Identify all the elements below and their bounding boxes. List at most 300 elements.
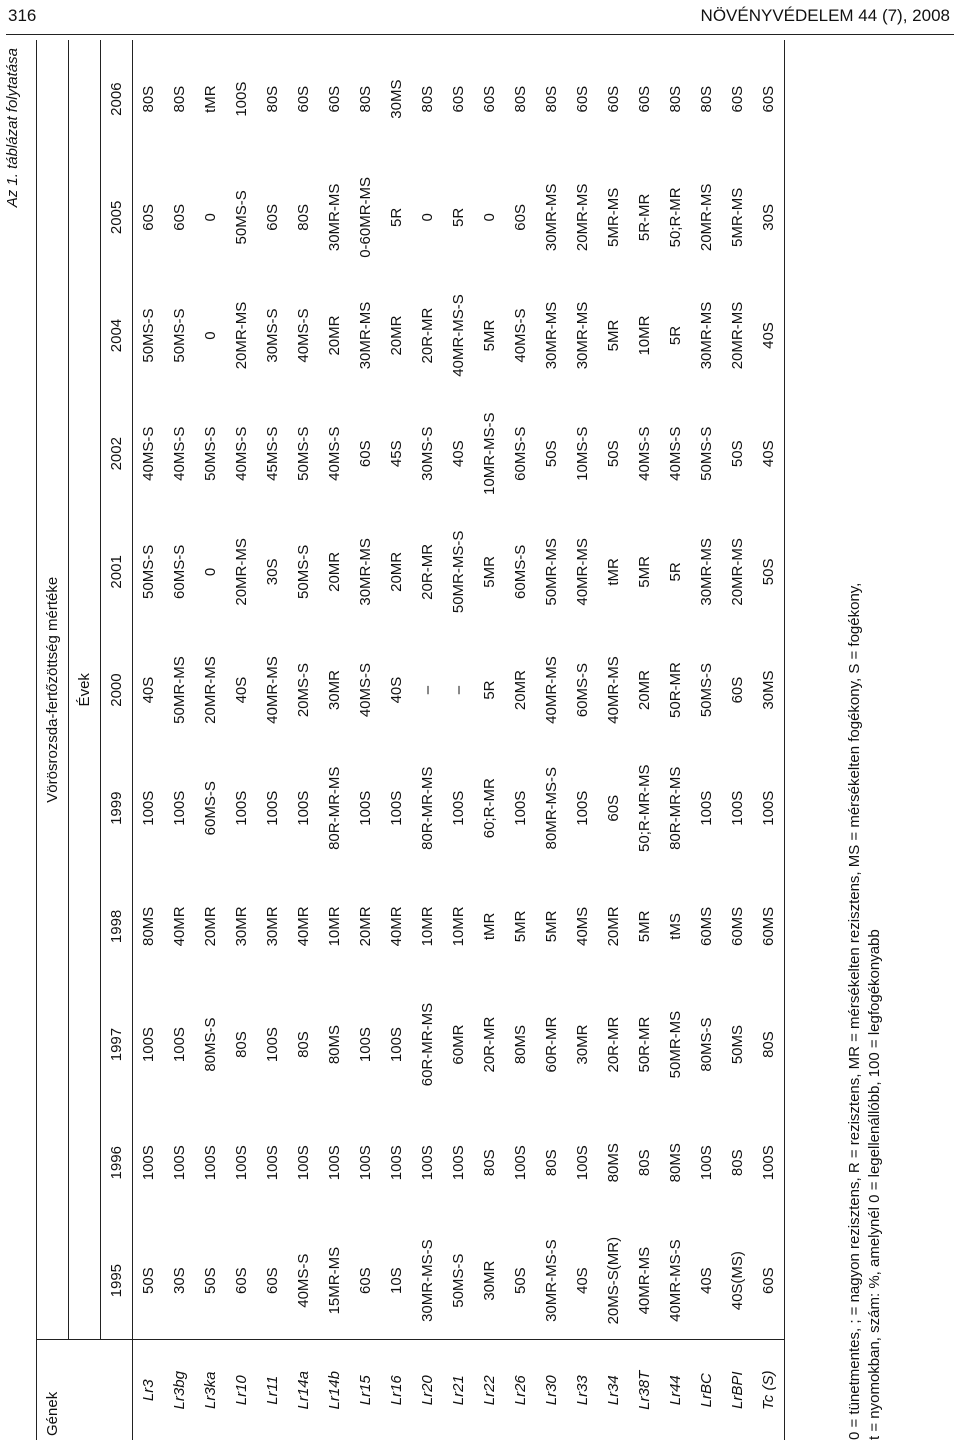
- infection-value-cell: tMR: [202, 85, 219, 113]
- infection-value-cell: 60S: [753, 40, 785, 158]
- table-caption: Az 1. táblázat folytatása: [4, 48, 21, 208]
- footnote-line: t = nyomokban, szám: %, amelynél 0 = legellenállóbb, 100 = legfogékonyabb: [866, 929, 883, 1440]
- infection-value-cell: 20MR: [388, 551, 405, 592]
- infection-value-cell: 100S: [140, 1145, 157, 1181]
- infection-value-cell: 80S: [698, 85, 715, 113]
- infection-value-cell: 60R-MR: [543, 1016, 560, 1073]
- infection-value-cell: 100S: [753, 749, 785, 867]
- table-row: [660, 40, 691, 1440]
- infection-value-cell: 40S: [753, 276, 785, 394]
- infection-value-cell: 50S: [133, 1222, 165, 1340]
- infection-value-cell: 60;R-MR: [481, 778, 498, 839]
- infection-value-cell: 5R-MR: [636, 193, 653, 242]
- infection-value-cell: 60S: [729, 85, 746, 113]
- table-row: [567, 40, 598, 1440]
- infection-value-cell: 30MR: [474, 1222, 505, 1340]
- infection-value-cell: 0: [419, 213, 436, 222]
- infection-value-cell: 40MS-S: [140, 426, 157, 481]
- infection-value-cell: 100S: [295, 1145, 312, 1181]
- infection-value-cell: 80S: [357, 85, 374, 113]
- gene-column-header: Gének: [37, 1340, 69, 1440]
- infection-value-cell: 20R-MR: [419, 543, 436, 600]
- gene-name-cell: Lr38T: [636, 1370, 653, 1410]
- infection-value-cell: tMR: [605, 558, 622, 586]
- infection-value-cell: 50MR-MS: [171, 656, 188, 724]
- year-header-cell: 1995: [101, 1222, 133, 1340]
- table-row: [195, 40, 226, 1440]
- infection-value-cell: 5R: [667, 562, 684, 582]
- infection-value-cell: 0-60MR-MS: [357, 176, 374, 258]
- table-row: [753, 40, 785, 1440]
- infection-value-cell: 80S: [233, 1031, 250, 1058]
- infection-value-cell: 60S: [350, 1222, 381, 1340]
- infection-value-cell: 10S: [381, 1222, 412, 1340]
- table-row: [133, 40, 165, 1440]
- infection-value-cell: 5R: [667, 325, 684, 346]
- infection-value-cell: 45S: [388, 440, 405, 468]
- infection-value-cell: 40S: [567, 1222, 598, 1340]
- infection-value-cell: 30MR: [264, 906, 281, 947]
- infection-value-cell: 80S: [636, 1149, 653, 1177]
- infection-value-cell: 45MS-S: [264, 426, 281, 481]
- infection-value-cell: tMS: [667, 913, 684, 940]
- infection-value-cell: 20MR-MS: [574, 183, 591, 252]
- infection-value-cell: 80S: [419, 85, 436, 113]
- infection-value-cell: 10MR: [450, 906, 467, 947]
- infection-value-cell: 100S: [140, 1027, 157, 1063]
- infection-value-cell: 20MR: [636, 670, 653, 711]
- infection-value-cell: 50MS-S: [140, 308, 157, 363]
- infection-value-cell: 50MR-MS: [543, 538, 560, 606]
- infection-value-cell: 50MS-S: [233, 190, 250, 245]
- gene-name-cell: Lr11: [264, 1375, 281, 1405]
- infection-value-cell: 80R-MR-MS: [667, 766, 684, 850]
- infection-value-cell: 20MR: [326, 315, 343, 356]
- infection-value-cell: 100S: [419, 1145, 436, 1181]
- infection-value-cell: 100S: [753, 1104, 785, 1222]
- infection-value-cell: 100S: [388, 1027, 405, 1063]
- infection-value-cell: 5MR: [543, 910, 560, 943]
- page-number: 316: [8, 6, 37, 25]
- infection-value-cell: 20MR-MS: [233, 301, 250, 370]
- infection-value-cell: 50S: [195, 1222, 226, 1340]
- infection-value-cell: 20MS-S(MR): [598, 1222, 629, 1340]
- infection-value-cell: –: [419, 685, 436, 695]
- year-header-cell: 1998: [101, 867, 133, 985]
- table-row: [288, 40, 319, 1440]
- infection-value-cell: 60MR: [450, 1024, 467, 1065]
- infection-value-cell: 100S: [512, 1145, 529, 1181]
- infection-value-cell: 80R-MR-MS: [326, 766, 343, 850]
- infection-value-cell: 50MR-MS: [667, 1010, 684, 1079]
- infection-value-cell: 100S: [698, 1145, 715, 1181]
- infection-value-cell: 30MS: [388, 79, 405, 119]
- infection-value-cell: 20MR-MS: [729, 301, 746, 370]
- table-row: [257, 40, 288, 1440]
- infection-value-cell: 40S: [753, 395, 785, 513]
- table-row: [474, 40, 505, 1440]
- infection-value-cell: 40MR-MS: [264, 656, 281, 724]
- infection-value-cell: 20MR: [326, 551, 343, 592]
- gene-name-cell: Lr26: [512, 1375, 529, 1406]
- infection-value-cell: 40S: [388, 676, 405, 704]
- gene-name-cell: Lr30: [543, 1375, 560, 1406]
- infection-value-cell: 40S: [233, 676, 250, 704]
- gene-name-cell: Lr14a: [295, 1371, 312, 1410]
- infection-value-cell: 100S: [450, 1145, 467, 1181]
- infection-value-cell: 5MR: [481, 556, 498, 588]
- infection-value-cell: 5MR: [512, 910, 529, 943]
- infection-value-cell: 20MR-MS: [698, 183, 715, 252]
- year-header-cell: 2005: [101, 158, 133, 276]
- infection-value-cell: 0: [202, 331, 219, 340]
- journal-reference: NÖVÉNYVÉDELEM 44 (7), 2008: [700, 6, 950, 25]
- infection-value-cell: 20MR-MS: [202, 656, 219, 724]
- infection-value-cell: 30S: [164, 1222, 195, 1340]
- infection-value-cell: 40MR-MS: [629, 1222, 660, 1340]
- infection-value-cell: 100S: [171, 1027, 188, 1063]
- infection-value-cell: 40MR-MS: [605, 656, 622, 724]
- gene-name-cell: Lr22: [481, 1375, 498, 1406]
- infection-value-cell: 100S: [512, 790, 529, 826]
- infection-value-cell: 80S: [753, 985, 785, 1103]
- infection-value-cell: 40S: [450, 440, 467, 468]
- gene-name-cell: Tc (S): [753, 1340, 785, 1440]
- gene-name-cell: Lr15: [357, 1375, 374, 1406]
- gene-name-cell: Lr16: [388, 1375, 405, 1406]
- year-header-cell: 1996: [101, 1104, 133, 1222]
- infection-value-cell: 20R-MR: [605, 1016, 622, 1073]
- infection-value-cell: 100S: [140, 790, 157, 826]
- infection-value-cell: 100S: [357, 790, 374, 826]
- infection-value-cell: 10MR: [419, 906, 436, 947]
- infection-value-cell: 80S: [171, 85, 188, 113]
- infection-value-cell: 30MR-MS-S: [412, 1222, 443, 1340]
- rotated-table-page: [0, 40, 960, 1440]
- infection-value-cell: 60S: [753, 1222, 785, 1340]
- infection-value-cell: 80S: [729, 1149, 746, 1177]
- table-container: [36, 40, 785, 1440]
- infection-value-cell: 60S: [636, 85, 653, 113]
- infection-value-cell: 60S: [512, 204, 529, 231]
- infection-value-cell: 100S: [233, 81, 250, 117]
- infection-value-cell: 60S: [326, 85, 343, 113]
- gene-header-spacer: [101, 1340, 133, 1440]
- infection-value-cell: 15MR-MS: [319, 1222, 350, 1340]
- infection-value-cell: 100S: [388, 790, 405, 826]
- infection-value-cell: 60S: [357, 440, 374, 468]
- infection-value-cell: 50S: [505, 1222, 536, 1340]
- infection-value-cell: 30MR: [233, 906, 250, 947]
- infection-value-cell: 40MS-S: [326, 426, 343, 481]
- infection-value-cell: 60MS: [698, 906, 715, 946]
- infection-value-cell: 40MS-S: [295, 308, 312, 363]
- infection-value-cell: 80MS: [512, 1024, 529, 1065]
- infection-value-cell: 5MR-MS: [605, 187, 622, 247]
- infection-value-cell: 80R-MR-MS: [419, 766, 436, 850]
- infection-value-cell: 30MS-S: [264, 308, 281, 363]
- infection-value-cell: 5MR: [605, 319, 622, 352]
- year-header-cell: 2004: [101, 276, 133, 394]
- infection-value-cell: 30MS-S: [419, 426, 436, 481]
- table-row: [226, 40, 257, 1440]
- gene-name-cell: LrBC: [698, 1373, 715, 1408]
- infection-value-cell: 30MS: [753, 631, 785, 749]
- infection-value-cell: 40MS-S: [512, 308, 529, 363]
- gene-name-cell: Lr21: [450, 1375, 467, 1406]
- infection-value-cell: 60MS-S: [512, 426, 529, 481]
- infection-value-cell: 30MR-MS: [543, 301, 560, 370]
- table-row: [691, 40, 722, 1440]
- infection-value-cell: 5R: [450, 207, 467, 227]
- infection-value-cell: 100S: [264, 1027, 281, 1063]
- infection-value-cell: 100S: [233, 1145, 250, 1181]
- infection-value-cell: 60S: [226, 1222, 257, 1340]
- table-row: [505, 40, 536, 1440]
- infection-value-cell: 60S: [140, 204, 157, 231]
- infection-value-cell: 30MR-MS: [357, 538, 374, 606]
- infection-value-cell: 30MR-MS: [543, 183, 560, 252]
- infection-value-cell: 40MS-S: [636, 426, 653, 481]
- infection-value-cell: 40MR: [295, 906, 312, 947]
- gene-name-cell: LrBPI: [729, 1371, 746, 1410]
- infection-value-cell: 5MR: [481, 319, 498, 352]
- infection-value-cell: 20MR: [512, 670, 529, 711]
- infection-value-cell: 80S: [264, 85, 281, 113]
- infection-value-cell: 0: [202, 213, 219, 222]
- infection-value-cell: 50MS-S: [295, 544, 312, 599]
- gene-name-cell: Lr3: [140, 1379, 157, 1402]
- infection-value-cell: 80S: [140, 85, 157, 113]
- infection-value-cell: 100S: [171, 1145, 188, 1181]
- infection-value-cell: 40MS: [574, 906, 591, 946]
- infection-value-cell: 20MR: [388, 315, 405, 356]
- infection-value-cell: 60S: [574, 85, 591, 113]
- infection-value-cell: 10MR: [326, 906, 343, 947]
- infection-value-cell: 5R: [388, 207, 405, 227]
- header-rule: [6, 34, 954, 35]
- infection-value-cell: 80S: [295, 204, 312, 231]
- infection-value-cell: 20MR: [202, 906, 219, 947]
- infection-value-cell: 50MR-MS-S: [450, 530, 467, 614]
- infection-value-cell: 100S: [574, 790, 591, 826]
- infection-value-cell: 60MS: [729, 906, 746, 946]
- table-row: [536, 40, 567, 1440]
- running-header: [0, 0, 960, 32]
- year-header-cell: 2006: [101, 40, 133, 158]
- infection-value-cell: 20MR-MS: [729, 538, 746, 606]
- infection-value-cell: 100S: [295, 790, 312, 826]
- infection-value-cell: 40S(MS): [722, 1222, 753, 1340]
- infection-value-cell: 40MR-MS-S: [660, 1222, 691, 1340]
- infection-value-cell: 60S: [605, 85, 622, 113]
- infection-value-cell: 20MR: [357, 906, 374, 947]
- infection-value-cell: 80S: [481, 1149, 498, 1177]
- gene-header-spacer: [69, 1340, 101, 1440]
- infection-value-cell: 60R-MR-MS: [419, 1002, 436, 1087]
- infection-value-cell: 50S: [605, 440, 622, 468]
- infection-value-cell: 50S: [543, 440, 560, 468]
- infection-value-cell: 5MR: [636, 556, 653, 588]
- infection-value-cell: 20R-MR: [481, 1016, 498, 1073]
- infection-value-cell: 40MR-MS: [574, 538, 591, 606]
- infection-value-cell: 60MS-S: [202, 781, 219, 836]
- infection-value-cell: 50S: [729, 440, 746, 468]
- infection-value-cell: 60S: [264, 204, 281, 231]
- years-header: Évek: [69, 40, 101, 1340]
- infection-value-cell: 50MS: [729, 1024, 746, 1065]
- infection-value-cell: 80MR-MS-S: [543, 766, 560, 850]
- infection-value-cell: 80S: [667, 85, 684, 113]
- infection-value-cell: 100S: [388, 1145, 405, 1181]
- infection-value-cell: 50;R-MR: [667, 187, 684, 248]
- infection-value-cell: 30S: [753, 158, 785, 276]
- infection-value-cell: 60S: [481, 85, 498, 113]
- infection-value-cell: 30MR: [574, 1024, 591, 1065]
- infection-value-cell: 60MS-S: [512, 544, 529, 599]
- infection-value-cell: 100S: [698, 790, 715, 826]
- infection-value-cell: 100S: [171, 790, 188, 826]
- infection-value-cell: 100S: [264, 1145, 281, 1181]
- infection-value-cell: 80MS: [605, 1143, 622, 1183]
- gene-name-cell: Lr44: [667, 1375, 684, 1406]
- infection-value-cell: 40MR-MS: [543, 656, 560, 724]
- infection-value-cell: tMR: [481, 912, 498, 941]
- infection-value-cell: 40MR-MS-S: [450, 294, 467, 377]
- infection-value-cell: 50MS-S: [443, 1222, 474, 1340]
- infection-value-cell: 20MS-S: [295, 662, 312, 718]
- table-body: [133, 40, 785, 1440]
- infection-value-cell: 0: [481, 213, 498, 222]
- infection-value-cell: 20MR: [605, 906, 622, 947]
- infection-value-cell: 40MS-S: [357, 662, 374, 718]
- infection-value-cell: 30MR-MS-S: [536, 1222, 567, 1340]
- gene-name-cell: Lr10: [233, 1375, 250, 1406]
- infection-value-cell: 5MR: [636, 910, 653, 943]
- infection-value-cell: 50S: [753, 513, 785, 631]
- infection-value-cell: 80MS-S: [698, 1017, 715, 1072]
- rust-infection-table: [36, 40, 785, 1440]
- infection-value-cell: 10MR: [636, 315, 653, 356]
- infection-value-cell: 30MR-MS: [574, 301, 591, 370]
- table-row: [412, 40, 443, 1440]
- gene-name-cell: Lr33: [574, 1375, 591, 1406]
- infection-value-cell: 80S: [543, 85, 560, 113]
- infection-value-cell: 80S: [512, 85, 529, 113]
- infection-value-cell: 30MR-MS: [326, 183, 343, 252]
- infection-value-cell: 100S: [233, 790, 250, 826]
- infection-value-cell: 50R-MR: [636, 1016, 653, 1073]
- infection-value-cell: 50MS-S: [171, 308, 188, 363]
- infection-value-cell: 60S: [450, 85, 467, 113]
- infection-value-cell: 50MS-S: [140, 544, 157, 599]
- infection-value-cell: 60MS: [753, 867, 785, 985]
- table-row: [722, 40, 753, 1440]
- infection-value-cell: 10MS-S: [574, 426, 591, 481]
- infection-value-cell: 40MS-S: [171, 426, 188, 481]
- infection-value-cell: 60S: [295, 85, 312, 113]
- infection-value-cell: 100S: [326, 1145, 343, 1181]
- table-row: [319, 40, 350, 1440]
- infection-value-cell: 40S: [691, 1222, 722, 1340]
- table-row: [598, 40, 629, 1440]
- infection-value-cell: 100S: [357, 1145, 374, 1181]
- infection-value-cell: 40MS-S: [667, 426, 684, 481]
- year-header-cell: 2001: [101, 513, 133, 631]
- table-row: [350, 40, 381, 1440]
- infection-value-cell: 40S: [140, 676, 157, 704]
- year-header-cell: 2002: [101, 395, 133, 513]
- infection-value-cell: 30MR-MS: [357, 301, 374, 370]
- infection-value-cell: 40MS-S: [233, 426, 250, 481]
- infection-value-cell: 20MR-MS: [233, 538, 250, 606]
- infection-value-cell: 60S: [605, 794, 622, 822]
- infection-value-cell: 60MS-S: [574, 662, 591, 718]
- infection-value-cell: 30MR-MS: [698, 538, 715, 606]
- footnotes: [845, 40, 885, 1440]
- gene-name-cell: Lr20: [419, 1375, 436, 1406]
- infection-value-cell: 60MS-S: [171, 544, 188, 599]
- infection-value-cell: 50MS-S: [698, 662, 715, 718]
- table-row: [629, 40, 660, 1440]
- gene-name-cell: Lr14b: [326, 1371, 343, 1410]
- gene-name-cell: Lr3bg: [171, 1371, 188, 1410]
- infection-value-cell: 100S: [574, 1145, 591, 1181]
- infection-value-cell: 80MS-S: [202, 1017, 219, 1072]
- infection-value-cell: 40MS-S: [288, 1222, 319, 1340]
- infection-value-cell: 50R-MR: [667, 662, 684, 718]
- infection-value-cell: 10MR-MS-S: [481, 412, 498, 495]
- year-header-cell: 1997: [101, 985, 133, 1103]
- infection-value-cell: 30MR: [326, 670, 343, 711]
- infection-value-cell: 20R-MR: [419, 307, 436, 364]
- infection-value-cell: 100S: [729, 790, 746, 826]
- infection-value-cell: 50MS-S: [698, 426, 715, 481]
- year-header-cell: 2000: [101, 631, 133, 749]
- infection-value-cell: –: [450, 685, 467, 695]
- infection-value-cell: 50MS-S: [202, 426, 219, 481]
- infection-value-cell: 80MS: [326, 1024, 343, 1065]
- infection-value-cell: 40MR: [171, 906, 188, 947]
- table-row: [164, 40, 195, 1440]
- infection-value-cell: 60S: [257, 1222, 288, 1340]
- infection-value-cell: 40MR: [388, 906, 405, 947]
- infection-value-cell: 100S: [264, 790, 281, 826]
- infection-value-cell: 0: [202, 567, 219, 577]
- year-header-cell: 1999: [101, 749, 133, 867]
- infection-value-cell: 80S: [295, 1031, 312, 1058]
- infection-value-cell: 80MS: [140, 906, 157, 946]
- infection-value-cell: 5R: [481, 680, 498, 700]
- gene-name-cell: Lr34: [605, 1375, 622, 1406]
- infection-value-cell: 100S: [450, 790, 467, 826]
- infection-value-cell: 5MR-MS: [729, 187, 746, 247]
- infection-value-cell: 100S: [357, 1027, 374, 1063]
- infection-value-cell: 100S: [202, 1145, 219, 1181]
- footnote-line: 0 = tünetmentes, ; = nagyon rezisztens, R = rezisztens, MR = mérsékelten rezisztens, MS = mérsékelten fogékony, S = fogékony,: [846, 582, 863, 1440]
- infection-value-cell: 50MS-S: [295, 426, 312, 481]
- table-row: [443, 40, 474, 1440]
- infection-value-cell: 60S: [729, 676, 746, 704]
- infection-group-header: Vörösrozsda-fertőzöttség mértéke: [37, 40, 69, 1340]
- header-row-group: [37, 40, 69, 1440]
- infection-value-cell: 30MR-MS: [698, 301, 715, 370]
- gene-name-cell: Lr3ka: [202, 1371, 219, 1410]
- infection-value-cell: 50;R-MR-MS: [636, 764, 653, 852]
- infection-value-cell: 80MS: [667, 1143, 684, 1183]
- table-row: [381, 40, 412, 1440]
- infection-value-cell: 80S: [543, 1149, 560, 1177]
